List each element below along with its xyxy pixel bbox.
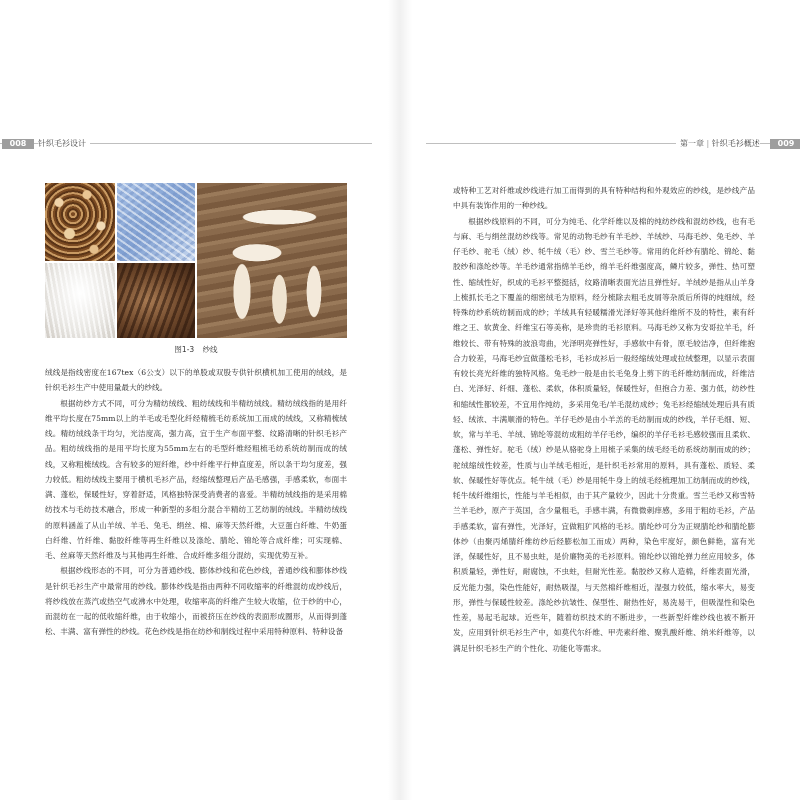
cream-wool-roving-photo	[197, 183, 347, 338]
left-page-number: 008	[2, 139, 34, 149]
white-fur-yarn-photo	[45, 263, 115, 338]
paragraph-2: 根据纺纱方式不同，可分为精纺绒线、粗纺绒线和半精纺绒线。精纺绒线指的是用纤维平均长度在75mm以上的羊毛或毛型化纤经精梳毛纺系统加工而成的绒线，又称精梳绒线。精纺绒线条干均匀，光洁度高，强力高，宜于生产布面平整、纹路清晰的针织毛衫产品。粗纺绒线指的是用平均长度为55mm左右的毛型纤维经粗梳毛纺系统纺制而成的绒线，又称粗梳绒线。含有较多的短纤维，纱中纤维平行伸直度差，所以条干均匀度差，强力较低。粗纺绒线主要用于横机毛衫产品，经缩绒整理后产品毛感强，手感柔软，布面丰满、蓬松，保暖性好，穿着舒适，风格独特深受消费者的喜爱。半精纺绒线指的是采用棉纺技术与毛纺技术融合，形成一种新型的多组分混合半精纺工艺纺制的绒线。半精纺绒线的原料涵盖了从山羊绒、羊毛、兔毛、绢丝、棉、麻等天然纤维，大豆蛋白纤维、牛奶蛋白纤维、竹纤维、黏胶纤维等再生纤维以及涤纶、腈纶、锦纶等合成纤维；可实现棉、毛、丝麻等天然纤维及与其他再生纤维、合成纤维多组分混纺，实现优势互补。	[45, 398, 347, 560]
figure-title: 纱线	[202, 345, 218, 354]
paragraph-1: 绒线是指线密度在167tex（6公支）以下的单股或双股专供针织横机加工使用的绒线，是针织毛衫生产中使用量最大的纱线。	[45, 368, 347, 393]
right-running-title	[676, 139, 760, 149]
right-page-number: 009	[770, 139, 800, 149]
figure-caption	[45, 344, 347, 355]
left-running-title: 针织毛衫设计	[38, 139, 90, 149]
header-separator: |	[706, 139, 710, 148]
chapter-title: 针织毛衫概述	[711, 139, 760, 148]
left-body-text	[45, 365, 347, 640]
figure-number: 图1-3	[174, 345, 195, 354]
brown-fleece-yarn-photo	[117, 263, 195, 338]
curly-wool-yarn-photo	[45, 183, 115, 261]
paragraph-4: 或特种工艺对纤维或纱线进行加工而得到的具有特种结构和外观效应的纱线，是纱线产品中具有装饰作用的一种纱线。	[453, 186, 755, 211]
paragraph-5: 根据纱线原料的不同，可分为纯毛、化学纤维以及棉的纯纺纱线和混纺纱线，也有毛与麻、毛与绢丝混纺纱线等。常见的动物毛纱有羊毛纱、羊绒纱、马海毛纱、兔毛纱、羊仔毛纱、驼毛（绒）纱、牦牛绒（毛）纱、雪兰毛纱等。常用的化纤纱有腈纶、锦纶、黏胶纱和涤纶纱等。羊毛纱通常指绵羊毛纱，绵羊毛纤维强度高，鳞片较多，弹性、热可塑性、缩绒性好，织成的毛衫平整挺括，纹路清晰表面光洁且弹性好。羊绒纱是指从山羊身上梳抓长毛之下覆盖的细密绒毛为原料，经分梳除去粗毛皮屑等杂质后所得的纯细绒，经特殊纺纱系统纺制而成的纱；羊绒具有轻暖糯滑光泽好等其他纤维所不及的特性，素有纤维之王、软黄金、纤维宝石等美称，是珍贵的毛衫原料。马海毛纱又称为安哥拉羊毛，纤维较长、带有特殊的波浪弯曲，光泽明亮弹性好，手感软中有骨，原毛较洁净，但纤维抱合力较差，马海毛纱宜做蓬松毛衫，毛衫成衫后一般经缩绒处理或拉绒整理，以显示表面有较长亮光纤维的独特风格。兔毛纱一般是由长毛兔身上剪下的毛纤维纺制而成，纤维洁白、光泽好、纤细、蓬松、柔软，体积质量轻，保暖性好，但抱合力差、强力低，纺纱性和缩绒性都较差，不宜用作纯纺，多采用兔毛/羊毛混纺成纱；兔毛衫经缩绒处理后具有质轻、绒浓、丰满顺滑的特色。羊仔毛纱是由小羊羔的毛纺制而成的纱线，羊仔毛细、短、软，常与羊毛、羊绒、锦纶等混纺成粗纺羊仔毛纱，编织的羊仔毛衫毛感较强而且柔软、蓬松、弹性好。驼毛（绒）纱是从骆驼身上用梳子采集的绒毛经毛纺系统纺制而成的纱；驼绒缩绒性较差，性质与山羊绒毛相近，是针织毛衫常用的原料，具有蓬松、质轻、柔软、保暖性好等优点。牦牛绒（毛）纱是用牦牛身上的绒毛经梳理加工纺制而成的纱线，牦牛绒纤维细长，性能与羊毛相似，由于其产量较少，因此十分贵重。雪兰毛纱又称雪特兰羊毛纱，原产于英国，含少量粗毛，手感丰满，有微微刺痒感，多用于粗纺毛衫，产品手感柔软，富有弹性，光泽好，宜做粗犷风格的毛衫。腈纶纱可分为正规腈纶纱和腈纶膨体纱（由聚丙烯腈纤维纺纱后经膨松加工而成）两种，染色牢度好，颜色鲜艳，富有光泽，保暖性好，且不易虫蛀，是价廉物美的毛衫原料。锦纶纱以锦纶弹力丝应用较多，体积质量轻，弹性好，耐腐蚀，不虫蛀，但耐光性差。黏胶纱又称人造棉，纤维表面光滑，反光能力强，染色性能好，耐热吸湿，与天然棉纤维相近，湿强力较低，缩水率大，易变形，弹性与保暖性较差。涤纶纱抗皱性、保型性、耐热性好，易洗易干，但吸湿性和染色性差，易起毛起球。近些年，随着纺织技术的不断进步，一些新型纤维纱线也被不断开发，应用到针织毛衫生产中，如莫代尔纤维、甲壳素纤维、聚乳酸纤维、纳米纤维等，以满足针织毛衫生产的个性化、功能化等需求。	[453, 216, 755, 653]
blue-fiber-yarn-photo	[117, 183, 195, 261]
yarn-photo-collage	[45, 183, 347, 338]
chapter-label: 第一章	[680, 139, 704, 148]
paragraph-3: 根据纱线形态的不同，可分为普通纱线、膨体纱线和花色纱线，普通纱线和膨体纱线是针织毛衫生产中最常用的纱线。膨体纱线是指由两种不同收缩率的纤维混纺成纱线后，将纱线放在蒸汽或热空气或沸水中处理，收缩率高的纤维产生较大收缩，位于纱的中心，而混纺在一起的低收缩纤维，由于收缩小，而被挤压在纱线的表面形成圈形，从而得到蓬松、丰满、富有弹性的纱线。花色纱线是指在纺纱和制线过程中采用特种原料、特种设备	[45, 566, 347, 637]
right-body-text	[453, 183, 755, 656]
book-gutter	[388, 0, 412, 800]
